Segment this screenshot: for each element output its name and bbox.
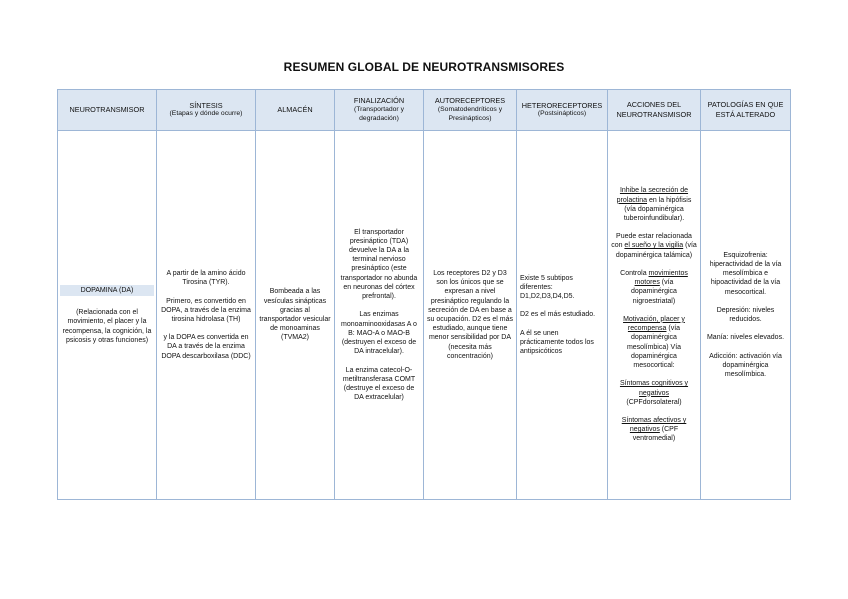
cell-finalizacion: [335, 131, 424, 500]
accion-highlight: Síntomas cognitivos y negativos: [619, 380, 689, 397]
header-finalizacion: FINALIZACIÓN (Transportador y degradación): [335, 90, 424, 131]
accion-highlight: movimientos motores: [634, 269, 688, 287]
header-neurotransmisor: NEUROTRANSMISOR: [58, 90, 157, 131]
heteroreceptores-item: D2 es el más estudiado.: [520, 311, 596, 319]
sintesis-step: y la DOPA es convertida en DA a través de la enzima DOPA descarboxilasa (DDC): [161, 334, 251, 360]
cell-patologias: [701, 131, 791, 500]
accion-highlight: Motivación, placer y recompensa: [623, 315, 685, 333]
heteroreceptores-item: Existe 5 subtipos diferentes: D1,D2,D3,D4,D5.: [520, 274, 575, 301]
patologia-item: Adicción: activación vía dopaminérgica mesolímbica.: [709, 352, 782, 379]
accion-item: Puede estar relacionada con el sueño y la vigilia (vía dopaminérgica talámica): [611, 233, 697, 259]
page-title: RESUMEN GLOBAL DE NEUROTRANSMISORES: [283, 60, 565, 74]
accion-item: Inhibe la secreción de prolactina en la hipófisis (vía dopaminérgica tuberoinfundibular).: [616, 187, 692, 222]
cell-almacen: [256, 131, 335, 500]
finalizacion-item: Las enzimas monoaminooxidasas A o B: MAO-A o MAO-B (destruyen el exceso de DA intracelular).: [341, 311, 417, 356]
header-autoreceptores: AUTORECEPTORES (Somatodendríticos y Presinápticos): [424, 90, 517, 131]
accion-item: Síntomas afectivos y negativos (CPF ventromedial): [621, 416, 687, 443]
accion-item: Controla movimientos motores (vía dopaminérgica nigroestriatal): [620, 269, 688, 305]
almacen-text: Bombeada a las vesículas sinápticas gracias al transportador vesicular de monoaminas (TVMA2): [259, 288, 331, 342]
patologia-item: Depresión: niveles reducidos.: [716, 306, 775, 324]
header-acciones: ACCIONES DEL NEUROTRANSMISOR: [608, 90, 701, 131]
table-row: [58, 131, 791, 500]
accion-highlight: el sueño y la vigilia: [624, 242, 684, 250]
table-header-row: [58, 90, 791, 131]
finalizacion-item: La enzima catecol-O-metiltransferasa COMT (destruye el exceso de DA extracelular): [342, 366, 416, 402]
accion-item: Síntomas cognitivos y negativos (CPFdorsolateral): [619, 380, 689, 406]
cell-neurotransmisor: [58, 131, 157, 500]
header-sintesis: SÍNTESIS (Etapas y dónde ocurre): [157, 90, 256, 131]
finalizacion-item: El transportador presináptico (TDA) devuelve la DA a la terminal nervioso presináptico (este transportador no abunda en neuronas del córtex prefrontal).: [340, 228, 418, 301]
cell-autoreceptores: [424, 131, 517, 500]
patologia-item: Manía: niveles elevados.: [706, 334, 785, 342]
autoreceptores-text: Los receptores D2 y D3 son los únicos que se expresan a nivel presináptico regulando la secreción de DA en base a su ocupación. D2 es el más estudiado, aunque tiene menor sensibilidad por DA (necesita más concentración): [427, 269, 513, 360]
cell-sintesis: [157, 131, 256, 500]
heteroreceptores-item: A él se unen prácticamente todos los antipsicóticos: [520, 329, 594, 356]
cell-heteroreceptores: [517, 131, 608, 500]
header-patologias: PATOLOGÍAS EN QUE ESTÁ ALTERADO: [701, 90, 791, 131]
header-heteroreceptores: HETERORECEPTORES (Postsinápticos): [517, 90, 608, 131]
accion-highlight: Síntomas afectivos y negativos: [621, 416, 687, 434]
sintesis-step: Primero, es convertido en DOPA, a través de la enzima tirosina hidrolasa (TH): [161, 297, 251, 323]
patologia-item: Esquizofrenia: hiperactividad de la vía mesolímbica e hipoactividad de la vía mesocortical.: [709, 251, 782, 296]
neurotransmitter-description: (Relacionada con el movimiento, el placer y la recompensa, la cognición, la psicosis y otras funciones): [62, 309, 152, 344]
header-almacen: ALMACÉN: [256, 90, 335, 131]
cell-acciones: [608, 131, 701, 500]
sintesis-step: A partir de la amino ácido Tirosina (TYR).: [166, 270, 246, 287]
accion-highlight: Inhibe la secreción de prolactina: [616, 187, 689, 204]
accion-item: Motivación, placer y recompensa (vía dopaminérgica mesolímbica) Vía dopaminérgica mesocortical:: [623, 315, 685, 370]
neurotransmitter-name: DOPAMINA (DA): [60, 285, 154, 296]
neurotransmitter-table: [57, 89, 791, 500]
